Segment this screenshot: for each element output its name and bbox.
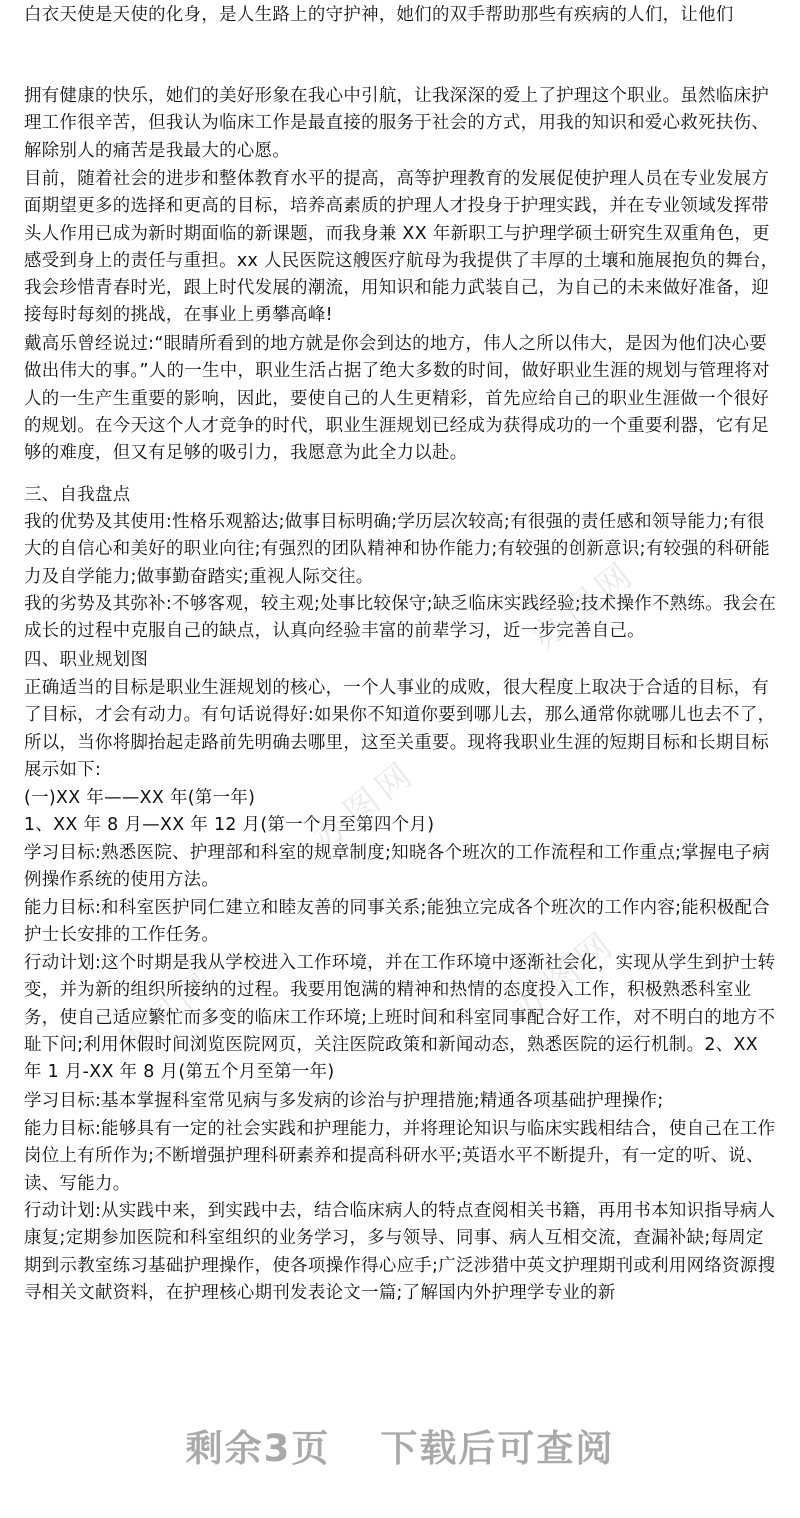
subsection-heading: (一)XX 年——XX 年(第一年) — [24, 788, 256, 808]
watermark-text: 办图网 — [524, 552, 645, 658]
watermark-text: 办图网 — [104, 962, 225, 1068]
paragraph: 能力目标:和科室医护同仁建立和睦友善的同事关系;能独立完成各个班次的工作内容;能积极配合护士长安排的工作任务。 — [24, 898, 770, 946]
paragraph-intro-line: 白衣天使是天使的化身，是人生路上的守护神，她们的双手帮助那些有疾病的人们，让他们 — [24, 5, 734, 25]
paragraph: 我的劣势及其弥补:不够客观，较主观;处事比较保守;缺乏临床实践经验;技术操作不熟练。我会在成长的过程中克服自己的缺点，认真向经验丰富的前辈学习，近一步完善自己。 — [24, 594, 777, 642]
section-heading: 四、职业规划图 — [24, 650, 149, 670]
section-heading: 三、自我盘点 — [24, 485, 131, 505]
paragraph: 行动计划:从实践中来，到实践中去，结合临床病人的特点查阅相关书籍，再用书本知识指导病人康复;定期参加医院和科室组织的业务学习，多与领导、同事、病人互相交流，查漏补缺;每周定期到示教室练习基础护理操作，使各项操作得心应手;广泛涉猎中英文护理期刊或利用网络资源搜寻相关文献资料，在护理核心期刊发表论文一篇;了解国内外护理学专业的新 — [24, 1201, 776, 1303]
paragraph: 学习目标:熟悉医院、护理部和科室的规章制度;知晓各个班次的工作流程和工作重点;掌握电子病例操作系统的使用方法。 — [24, 843, 770, 891]
paragraph: 我的优势及其使用:性格乐观豁达;做事目标明确;学历层次较高;有很强的责任感和领导能力;有很大的自信心和美好的职业向往;有强烈的团队精神和协作能力;有较强的创新意识;有较强的科研能力及自学能力;做事勤奋踏实;重视人际交往。 — [24, 512, 770, 587]
watermark-text: 办图网 — [304, 752, 425, 858]
download-to-view-label: 下载后可查阅 — [380, 1427, 615, 1470]
paragraph: 行动计划:这个时期是我从学校进入工作环境，并在工作环境中逐渐社会化，实现从学生到护士转变，并为新的组织所接纳的过程。我要用饱满的精神和热情的态度投入工作，积极熟悉科室业务，使自己适应繁忙而多变的临床工作环境;上班时间和科室同事配合好工作，对不明白的地方不耻下问;利用休假时间浏览医院网页，关注医院政策和新闻动态，熟悉医院的运行机制。2、XX 年 1 月-XX 年 8 月(第五个月至第一年) — [24, 953, 776, 1083]
watermark-text: 办图网 — [504, 922, 625, 1028]
paragraph: 学习目标:基本掌握科室常见病与多发病的诊治与护理措施;精通各项基础护理操作; — [24, 1091, 664, 1111]
remaining-pages-label: 剩余3页 — [185, 1427, 331, 1470]
paragraph: 能力目标:能够具有一定的社会实践和护理能力，并将理论知识与临床实践相结合，使自己在工作岗位上有所作为;不断增强护理科研素养和提高科研水平;英语水平不断提升，有一定的听、说、读、写能力。 — [24, 1119, 776, 1194]
download-prompt[interactable] — [0, 1418, 800, 1472]
paragraph: 正确适当的目标是职业生涯规划的核心，一个人事业的成败，很大程度上取决于合适的目标，有了目标，才会有动力。有句话说得好:如果你不知道你要到哪儿去，那么通常你就哪儿也去不了，所以，当你将脚抬起走路前先明确去哪里，这至关重要。现将我职业生涯的短期目标和长期目标展示如下: — [24, 678, 776, 780]
paragraph: 拥有健康的快乐，她们的美好形象在我心中引航，让我深深的爱上了护理这个职业。虽然临床护理工作很辛苦，但我认为临床工作是最直接的服务于社会的方式，用我的知识和爱心救死扶伤、解除别人的痛苦是我最大的心愿。 — [24, 86, 770, 161]
paragraph: 戴高乐曾经说过:“眼睛所看到的地方就是你会到达的地方，伟人之所以伟大，是因为他们决心要做出伟大的事。”人的一生中，职业生活占据了绝大多数的时间，做好职业生涯的规划与管理将对人的一生产生重要的影响，因此，要使自己的人生更精彩，首先应给自己的职业生涯做一个很好的规划。在今天这个人才竞争的时代，职业生涯规划已经成为获得成功的一个重要利器，它有足够的难度，但又有足够的吸引力，我愿意为此全力以赴。 — [24, 334, 770, 464]
subsection-heading: 1、XX 年 8 月—XX 年 12 月(第一个月至第四个月) — [24, 815, 435, 835]
paragraph: 目前，随着社会的进步和整体教育水平的提高，高等护理教育的发展促使护理人员在专业发展方面期望更多的选择和更高的目标，培养高素质的护理人才投身于护理实践，并在专业领域发挥带头人作用已成为新时期面临的新课题，而我身兼 XX 年新职工与护理学硕士研究生双重角色，更感受到身上的责任与重担。xx 人民医院这艘医疗航母为我提供了丰厚的土壤和施展抱负的舞台，我会珍惜青春时光，跟上时代发展的潮流，用知识和能力武装自己，为自己的未来做好准备，迎接每时每刻的挑战，在事业上勇攀高峰! — [24, 169, 779, 326]
